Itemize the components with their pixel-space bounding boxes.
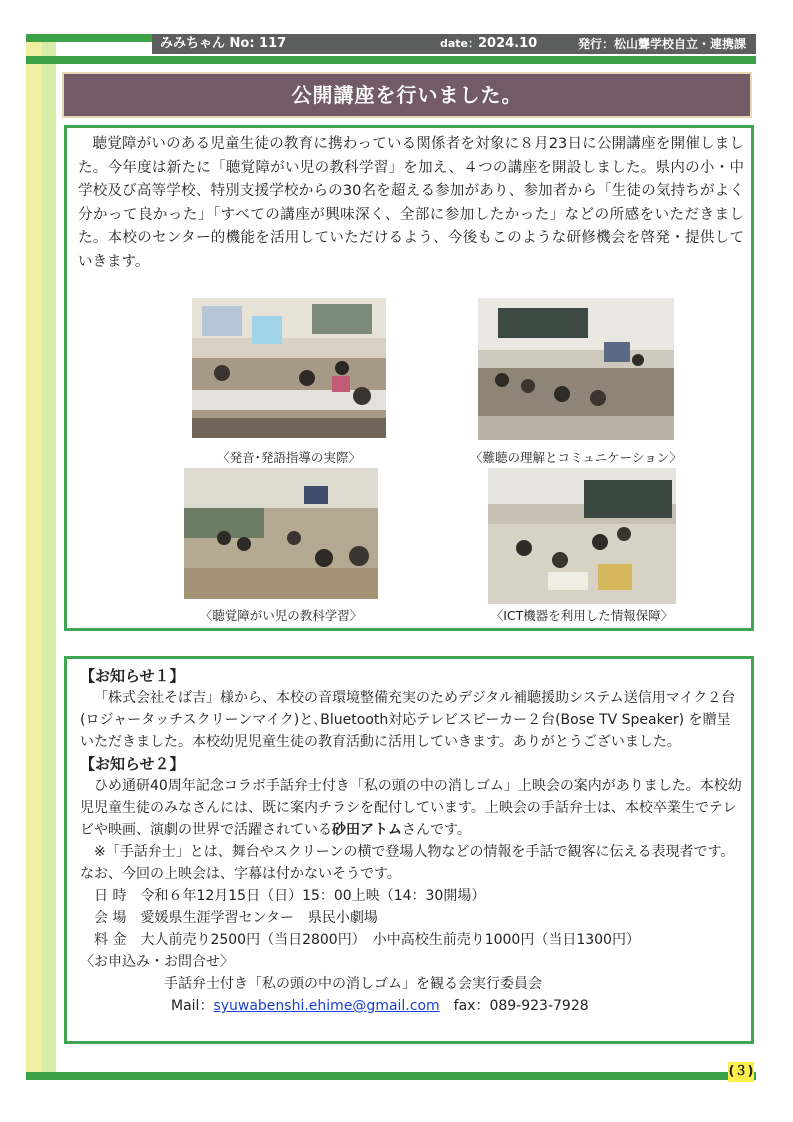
left-green-bar xyxy=(42,34,56,1080)
notice2-body-after: さんです。 xyxy=(402,822,471,838)
header-bottom-stripe xyxy=(26,56,756,64)
notice2-body xyxy=(80,775,744,841)
publisher: 発行：松山聾学校自立・連携課 xyxy=(578,37,747,51)
caption-hearing-loss: 〈難聴の理解とコミュニケーション〉 xyxy=(470,450,682,465)
newsletter-name: みみちゃん No: 117 xyxy=(160,36,287,51)
notice2-heading: 【お知らせ２】 xyxy=(80,755,185,773)
fax-number: fax：089-923-7928 xyxy=(453,998,589,1014)
photo-subject-learning xyxy=(184,468,378,599)
organizer: 手話弁士付き「私の頭の中の消しゴム」を観る会実行委員会 xyxy=(164,976,542,992)
notice2-note: ※「手話弁士」とは、舞台やスクリーンの横で登場人物などの情報を手話で観客に伝える表現者です。なお、今回の上映会は、字幕は付かないそうです。 xyxy=(80,844,735,882)
contact-label: 〈お申込み・お問合せ〉 xyxy=(80,954,234,970)
caption-subject-learning: 〈聴覚障がい児の教科学習〉 xyxy=(199,608,363,623)
photo-ict-support xyxy=(488,468,676,604)
caption-ict-support: 〈ICT機器を利用した情報保障〉 xyxy=(490,608,674,623)
notice1-body: 「株式会社そば吉」様から、本校の音環境整備充実のためデジタル補聴援助システム送信用マイク２台(ロジャータッチスクリーンマイク)と､Bluetooth対応テレビスピーカー２台(Bose TV Speaker) を贈呈いただきました。本校幼児児童生徒の教育活動に活用していきます。ありがとうございました。 xyxy=(80,690,736,750)
photo-hearing-loss xyxy=(478,298,674,440)
notice2-performer: 砂田アトム xyxy=(332,822,402,838)
caption-pronunciation: 〈発音･発語指導の実際〉 xyxy=(217,450,361,465)
issue-date: 2024.10 xyxy=(478,36,538,51)
page-title: 公開講座を行いました。 xyxy=(62,72,752,118)
mail-link[interactable]: syuwabenshi.ehime@gmail.com xyxy=(213,998,440,1014)
mail-label: Mail： xyxy=(171,998,214,1014)
left-yellow-bar xyxy=(26,34,42,1080)
event-datetime: 日 時 令和６年12月15日（日）15：00上映（14：30開場） xyxy=(94,888,486,904)
contact-line xyxy=(80,995,744,1017)
event-venue: 会 場 愛媛県生涯学習センター 県民小劇場 xyxy=(94,910,378,926)
page-number: (３) xyxy=(728,1062,754,1082)
event-fee: 料 金 大人前売り2500円（当日2800円） 小中高校生前売り1000円（当日1300円） xyxy=(94,932,640,948)
photo-pronunciation xyxy=(192,298,386,438)
date-label: date： xyxy=(440,37,480,50)
intro-paragraph: 聴覚障がいのある児童生徒の教育に携わっている関係者を対象に８月23日に公開講座を開催しました。今年度は新たに「聴覚障がい児の教科学習」を加え、４つの講座を開設しました。県内の小・中学校及び高等学校、特別支援学校からの30名を超える参加があり、参加者から「生徒の気持ちがよく分かって良かった」「すべての講座が興味深く、全部に参加したかった」などの所感をいただきました。本校のセンター的機能を活用していただけるよう、今後もこのような研修機会を啓発・提供していきます。 xyxy=(78,136,744,270)
footer-bar xyxy=(26,1072,756,1080)
notices-content xyxy=(80,665,744,1017)
notice2-body-before: ひめ通研40周年記念コラボ手話弁士付き「私の頭の中の消しゴム」上映会の案内がありました。本校幼児児童生徒のみなさんには、既に案内チラシを配付しています。上映会の手話弁士は、本校卒業生でテレビや映画、演劇の世界で活躍されている xyxy=(80,778,742,838)
notice1-heading: 【お知らせ１】 xyxy=(80,667,185,685)
